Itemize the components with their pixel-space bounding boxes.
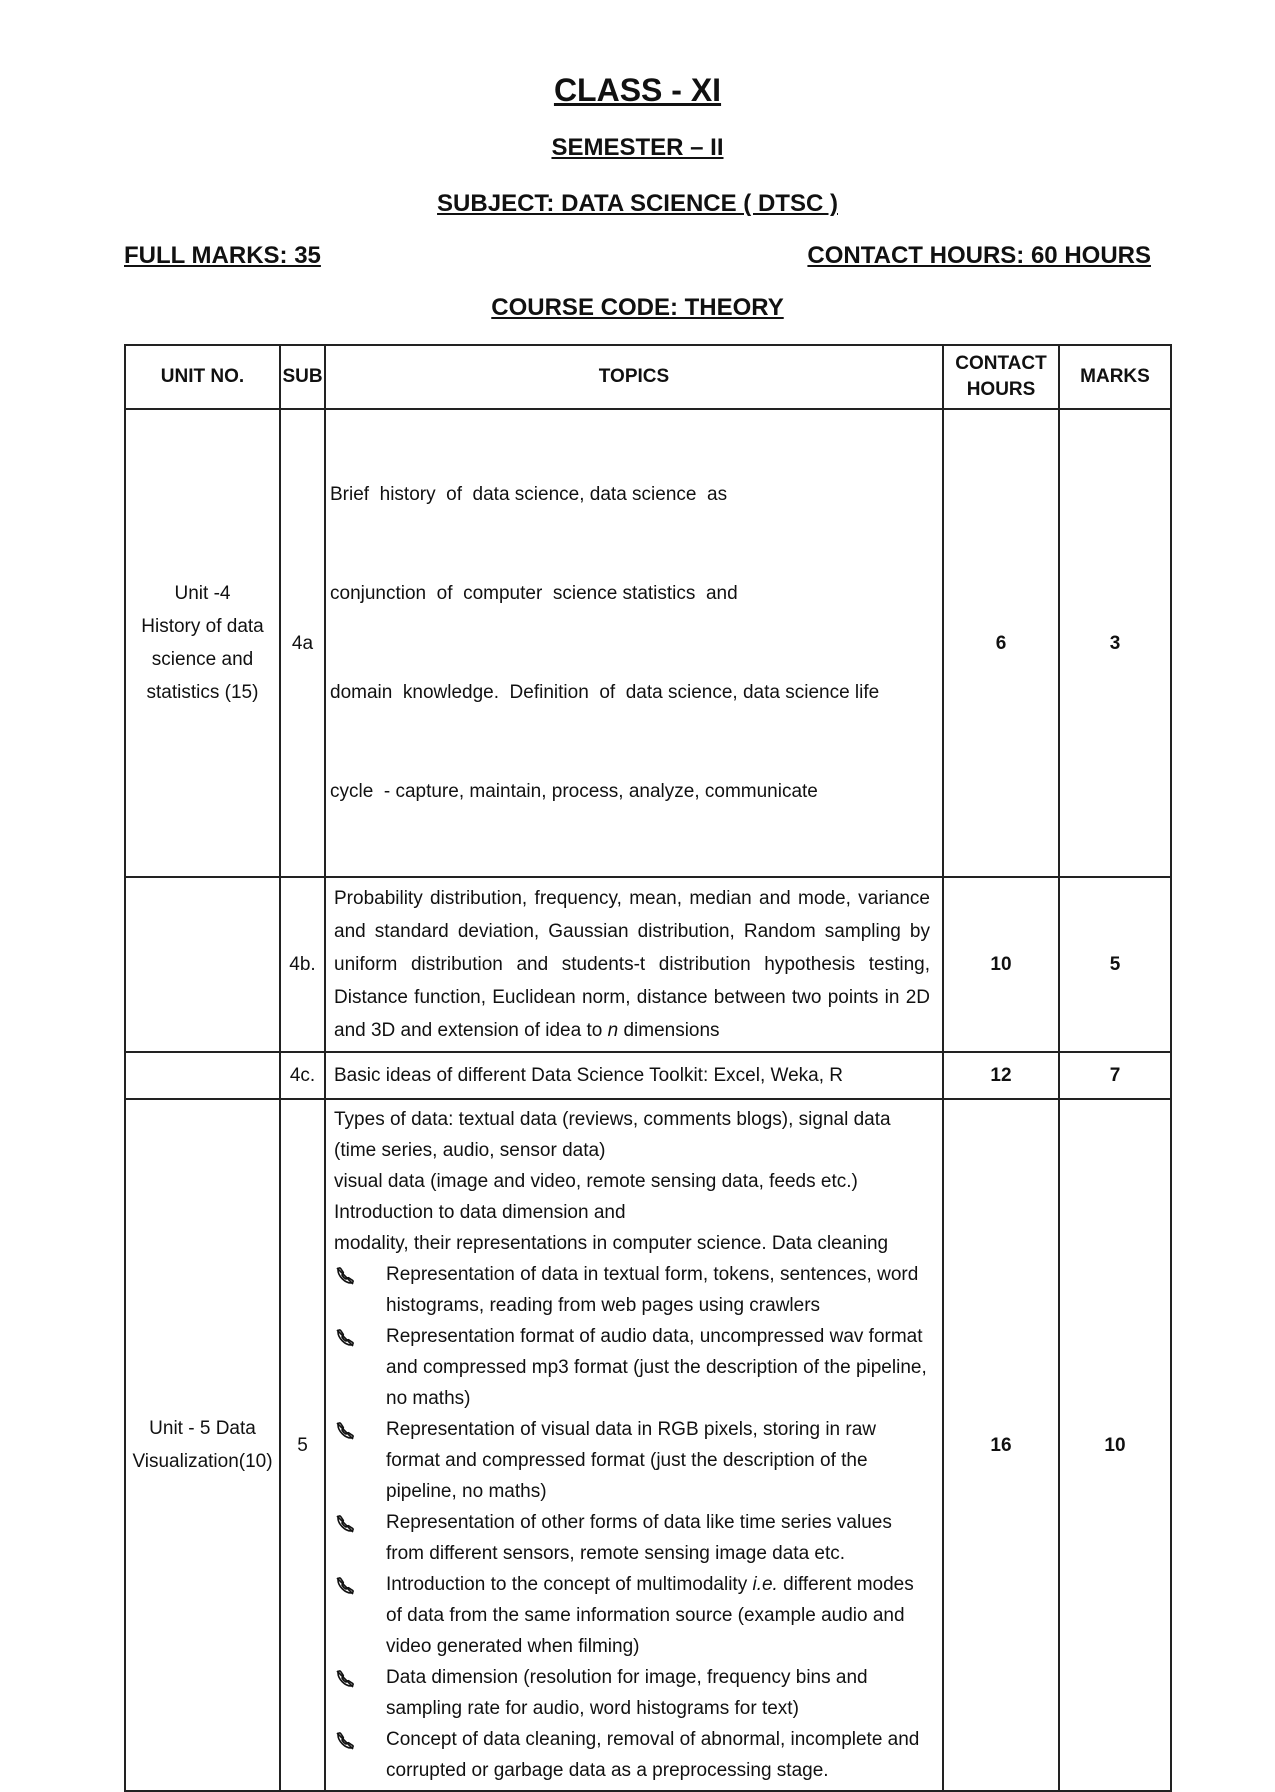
no-phone-icon (334, 1569, 386, 1607)
table-row (125, 1099, 1171, 1791)
subject-heading: SUBJECT: DATA SCIENCE ( DTSC ) (437, 190, 838, 217)
bullet-text: Representation of visual data in RGB pixels, storing in raw format and compressed format (just the description of the pipeline, no maths) (386, 1419, 877, 1502)
col-header-marks: MARKS (1059, 345, 1171, 409)
list-item (334, 1321, 934, 1414)
unit-line: statistics (15) (146, 682, 259, 703)
bullet-text (386, 1569, 934, 1662)
table-row (125, 877, 1171, 1052)
sub-cell: 4a (280, 409, 325, 877)
col-header-sub: SUB (280, 345, 325, 409)
topic-text: Probability distribution, frequency, mean, median and mode, variance and standard deviation, Gaussian distribution, Random sampling by uniform distribution and students-t distribution hypothesis testing, Distance function, Euclidean norm, distance between two points in 2D and 3D and extension of idea to (334, 888, 930, 1041)
list-item (334, 1507, 934, 1569)
topic-text: dimensions (618, 1020, 720, 1041)
col-header-contact: CONTACT (955, 353, 1047, 374)
hours-cell: 10 (943, 877, 1059, 1052)
bullet-text: Representation of data in textual form, tokens, sentences, word histograms, reading from web pages using crawlers (386, 1264, 919, 1316)
no-phone-icon (334, 1414, 386, 1452)
table-header-row (125, 345, 1171, 409)
contact-hours: CONTACT HOURS: 60 HOURS (807, 242, 1151, 269)
marks-cell: 10 (1059, 1099, 1171, 1791)
unit-cell (125, 877, 280, 1052)
class-title: CLASS - XI (553, 72, 722, 108)
list-item (334, 1569, 934, 1662)
hours-cell: 16 (943, 1099, 1059, 1791)
topic-cell: Basic ideas of different Data Science Toolkit: Excel, Weka, R (325, 1052, 943, 1099)
col-header-contact-hours (943, 345, 1059, 409)
bullet-text-part: different modes of data from the same information source (example audio and video generated when filming) (386, 1574, 914, 1657)
topic-line: Types of data: textual data (reviews, comments blogs), signal data (334, 1109, 891, 1130)
sub-cell: 4c. (280, 1052, 325, 1099)
list-item (334, 1414, 934, 1507)
course-code: COURSE CODE: THEORY (491, 294, 784, 321)
bullet-text: Representation format of audio data, uncompressed wav format and compressed mp3 format (just the description of the pipeline, no maths) (386, 1326, 927, 1409)
col-header-unit: UNIT NO. (125, 345, 280, 409)
topic-cell (325, 409, 943, 877)
hours-cell: 12 (943, 1052, 1059, 1099)
marks-cell: 5 (1059, 877, 1171, 1052)
no-phone-icon (334, 1662, 386, 1700)
full-marks: FULL MARKS: 35 (124, 242, 321, 269)
topic-line: conjunction of computer science statistics and (330, 583, 738, 604)
col-header-topics: TOPICS (325, 345, 943, 409)
unit-line: Unit -4 (174, 583, 231, 604)
topic-line: domain knowledge. Definition of data science, data science life (330, 682, 880, 703)
sub-cell: 4b. (280, 877, 325, 1052)
topic-cell (325, 1099, 943, 1791)
table-row (125, 409, 1171, 877)
topic-line: Brief history of data science, data science as (330, 484, 728, 505)
syllabus-table (124, 344, 1172, 1792)
semester-heading: SEMESTER – II (551, 134, 724, 161)
unit-line: Unit - 5 Data (149, 1418, 256, 1439)
unit-cell (125, 1052, 280, 1099)
unit-line: science and (151, 649, 254, 670)
bullet-text: Concept of data cleaning, removal of abnormal, incomplete and corrupted or garbage data as a preprocessing stage. (386, 1729, 920, 1781)
topic-cell (325, 877, 943, 1052)
marks-cell: 3 (1059, 409, 1171, 877)
no-phone-icon (334, 1259, 386, 1297)
hours-cell: 6 (943, 409, 1059, 877)
sub-cell: 5 (280, 1099, 325, 1791)
topic-line: Introduction to data dimension and (334, 1202, 626, 1223)
topic-line: modality, their representations in computer science. Data cleaning (334, 1233, 889, 1254)
bullet-text: Representation of other forms of data like time series values from different sensors, remote sensing image data etc. (386, 1512, 892, 1564)
list-item (334, 1662, 934, 1724)
bullet-text-part: Introduction to the concept of multimodality (386, 1574, 753, 1595)
marks-cell: 7 (1059, 1052, 1171, 1099)
list-item (334, 1259, 934, 1321)
unit-cell (125, 409, 280, 877)
no-phone-icon (334, 1321, 386, 1359)
unit-line: Visualization(10) (132, 1451, 273, 1472)
unit-cell (125, 1099, 280, 1791)
topic-italic: n (607, 1020, 619, 1041)
topic-line: cycle - capture, maintain, process, analyze, communicate (330, 781, 818, 802)
bullet-text: Data dimension (resolution for image, frequency bins and sampling rate for audio, word histograms for text) (386, 1667, 868, 1719)
table-row (125, 1052, 1171, 1099)
no-phone-icon (334, 1507, 386, 1545)
no-phone-icon (334, 1724, 386, 1762)
bullet-italic: i.e. (752, 1574, 778, 1595)
topic-line: visual data (image and video, remote sensing data, feeds etc.) (334, 1171, 858, 1192)
col-header-hours: HOURS (966, 379, 1036, 400)
topic-line: (time series, audio, sensor data) (334, 1140, 606, 1161)
list-item (334, 1724, 934, 1786)
unit-line: History of data (141, 616, 264, 637)
